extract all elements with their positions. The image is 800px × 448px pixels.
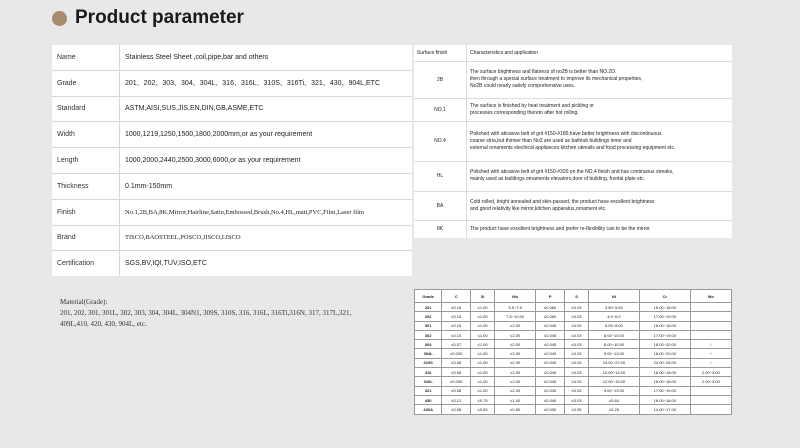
spec-row (52, 199, 412, 225)
grade-row (415, 368, 732, 377)
spec-row (52, 96, 412, 122)
grade-value-cell: ≤2.00 (495, 349, 536, 358)
grade-value-cell: ≤0.12 (442, 395, 471, 404)
grade-value-cell: ≤0.06 (442, 405, 471, 414)
grade-value-cell: ≤1.00 (471, 386, 495, 395)
grade-row (415, 312, 732, 321)
grade-value-cell: 16.00~18.00 (639, 303, 690, 312)
spec-value: 1000,2000,2440,2500,3000,6000,or as your requirement (120, 148, 413, 174)
grade-value-cell: ≤1.00 (471, 340, 495, 349)
grade-value-cell: ≤0.030 (442, 377, 471, 386)
surface-header-desc: Characteristics and application (470, 49, 539, 56)
grade-name-cell: 321 (415, 386, 442, 395)
spec-row (52, 45, 412, 70)
grade-value-cell: ≤0.03 (565, 349, 589, 358)
grade-value-cell: ≤0.08 (442, 368, 471, 377)
grade-name-cell: 310S (415, 358, 442, 367)
grade-value-cell (690, 405, 731, 414)
grade-value-cell (690, 386, 731, 395)
grade-value-cell: ≤0.030 (536, 405, 565, 414)
grade-row (415, 303, 732, 312)
grade-value-cell: 2.00~3.00 (690, 368, 731, 377)
grade-value-cell (690, 330, 731, 339)
grade-value-cell: ≤1.00 (471, 330, 495, 339)
grade-value-cell: 17.00~19.00 (639, 330, 690, 339)
grade-value-cell: ≤2.00 (495, 340, 536, 349)
grade-value-cell: ≤0.045 (536, 368, 565, 377)
spec-key: Grade (52, 70, 120, 96)
grade-value-cell: 17.00~19.00 (639, 386, 690, 395)
spec-key: Finish (52, 199, 120, 225)
spec-key: Width (52, 122, 120, 148)
surface-header-row (414, 45, 732, 61)
grade-value-cell: ≤0.045 (536, 340, 565, 349)
grade-value-cell: ≤2.00 (495, 368, 536, 377)
grade-value-cell: ≤0.040 (536, 395, 565, 404)
grade-header-cell: Cr (639, 290, 690, 303)
grade-header-cell: C (442, 290, 471, 303)
grade-header-cell: S (565, 290, 589, 303)
grade-value-cell: ≤0.03 (565, 395, 589, 404)
grade-value-cell: ≤0.03 (565, 340, 589, 349)
spec-row (52, 251, 412, 276)
grade-value-cell: 8.00~10.50 (588, 340, 639, 349)
grade-value-cell: 10.00~14.00 (588, 368, 639, 377)
grade-row (415, 349, 732, 358)
grade-row (415, 330, 732, 339)
surface-row (414, 61, 732, 98)
grade-value-cell: ≤1.00 (471, 312, 495, 321)
spec-value: TISCO,BAOSTEEL,POSCO,JISCO,LISCO (120, 225, 413, 251)
page-title: Product parameter (75, 7, 244, 28)
grade-header-cell: P (536, 290, 565, 303)
grade-value-cell: ≤1.00 (495, 395, 536, 404)
surface-desc: Cold rolled, bright annealed and skin-passed, the product have excellent brightness and good relativity like mirror,kitchen apparatus,ornament etc. (467, 191, 733, 220)
grade-value-cell: ≤0.030 (442, 349, 471, 358)
bullet-dot-icon (52, 11, 67, 26)
surface-row (414, 121, 732, 161)
grade-value-cell: 9.00~13.00 (588, 349, 639, 358)
grade-value-cell: ≤2.00 (495, 377, 536, 386)
surface-row (414, 161, 732, 191)
grade-name-cell: 201 (415, 303, 442, 312)
grade-value-cell: ≤0.15 (442, 321, 471, 330)
grade-value-cell: ≤0.25 (588, 405, 639, 414)
grade-row (415, 340, 732, 349)
grade-value-cell: 2.00~3.00 (690, 377, 731, 386)
grade-value-cell: ≤0.15 (442, 312, 471, 321)
grade-value-cell: ≤0.60 (588, 395, 639, 404)
grade-value-cell: 14.00~17.00 (639, 405, 690, 414)
grade-value-cell: ≤1.00 (471, 349, 495, 358)
grade-value-cell: 24.00~26.00 (639, 358, 690, 367)
grade-value-cell: ≤0.060 (536, 312, 565, 321)
spec-row (52, 225, 412, 251)
grade-name-cell: 304L (415, 349, 442, 358)
material-list: 201, 202, 301, 301L, 302, 303, 304, 304L, 304N1, 309S, 310S, 316, 316L, 316Ti,316N, 317, 317L,321, 409L,410, 420, 430, 904L, etc. (60, 309, 352, 328)
material-grade-text (60, 297, 380, 330)
grade-value-cell: ≤0.045 (536, 330, 565, 339)
spec-key: Standard (52, 96, 120, 122)
spec-value: No.1,2B,BA,8K,Mirror,Hairline,Satin,Embossed,Brush,No.4,HL,matt,PVC,Film,Laser film (120, 199, 413, 225)
grade-header-cell: Grade (415, 290, 442, 303)
surface-code: 8K (414, 220, 467, 238)
grade-row (415, 377, 732, 386)
grade-name-cell: 301 (415, 321, 442, 330)
surface-finish-table (414, 45, 732, 238)
grade-value-cell: ≤0.045 (536, 386, 565, 395)
grade-value-cell: 18.00~20.00 (639, 340, 690, 349)
grade-value-cell: 8.00~10.00 (588, 330, 639, 339)
grade-row (415, 405, 732, 414)
spec-value: ASTM,AISI,SUS,JIS,EN,DIN,GB,ASME,ETC (120, 96, 413, 122)
spec-value: 1000,1219,1250,1500,1800,2000mm,or as your requirement (120, 122, 413, 148)
spec-row (52, 173, 412, 199)
grade-value-cell: ≤0.045 (536, 321, 565, 330)
grade-name-cell: 304 (415, 340, 442, 349)
grade-header-row (415, 290, 732, 303)
grade-value-cell: 16.00~18.00 (639, 377, 690, 386)
grade-value-cell: ≤0.03 (565, 358, 589, 367)
surface-header-code: Surface finish (414, 45, 467, 61)
grade-value-cell: ≤2.00 (495, 321, 536, 330)
spec-key: Certification (52, 251, 120, 276)
grade-name-cell: 302 (415, 330, 442, 339)
grade-header-cell: Ni (588, 290, 639, 303)
grade-value-cell: 19.00~22.00 (588, 358, 639, 367)
grade-value-cell: 6.00~8.00 (588, 321, 639, 330)
surface-desc: The surface is finished by heat treatment and pickling or processes corresponding thereto after hot rolling. (467, 98, 733, 121)
grade-value-cell: 16.00~18.00 (639, 321, 690, 330)
grade-value-cell: ≤0.03 (565, 312, 589, 321)
grade-value-cell: 16.00~18.00 (639, 395, 690, 404)
surface-desc: The surface brightness and flatness of no2B is better than NO.2D. then through a special surface treatment to improve its mechanical properties, No2B could nearly satisfy comprehensive uses. (467, 61, 733, 98)
grade-value-cell: ≤1.00 (471, 358, 495, 367)
grade-value-cell: ≤0.05 (565, 405, 589, 414)
grade-name-cell: 316L (415, 377, 442, 386)
surface-row (414, 220, 732, 238)
surface-code: NO.1 (414, 98, 467, 121)
grade-value-cell (690, 395, 731, 404)
surface-desc: Polished with abrasive belt of grit #150-#320 on the NO.4 finish and has continuous streaks, mainly used as buildings ornaments elevators,door of building, frontal plate etc. (467, 161, 733, 191)
page-header (52, 7, 244, 29)
surface-row (414, 191, 732, 220)
grade-value-cell: ≤0.03 (565, 368, 589, 377)
grade-name-cell: 202 (415, 312, 442, 321)
spec-value: 0.1mm-150mm (120, 173, 413, 199)
spec-key: Length (52, 148, 120, 174)
grade-value-cell: ≤0.07 (442, 340, 471, 349)
grade-value-cell: ≤1.00 (471, 321, 495, 330)
grade-header-cell: Mo (690, 290, 731, 303)
grade-value-cell: ≤0.03 (565, 377, 589, 386)
grade-header-cell: Mn (495, 290, 536, 303)
grade-value-cell: ≤0.045 (536, 349, 565, 358)
grade-value-cell: 16.00~18.00 (639, 368, 690, 377)
grade-value-cell: / (690, 349, 731, 358)
grade-value-cell: ≤0.03 (565, 303, 589, 312)
grade-row (415, 386, 732, 395)
grade-value-cell: ≤0.50 (471, 405, 495, 414)
spec-key: Brand (52, 225, 120, 251)
grade-value-cell: ≤0.50 (495, 405, 536, 414)
grade-value-cell (690, 321, 731, 330)
grade-value-cell: ≤0.08 (442, 386, 471, 395)
spec-value: Stainless Steel Sheet ,coil,pipe,bar and others (125, 53, 269, 61)
spec-key: Name (52, 45, 120, 70)
spec-value: 201、202、303、304、304L、316、316L、310S、316Ti、321、430、904L,ETC (120, 70, 413, 96)
grade-value-cell: 7.5~10.00 (495, 312, 536, 321)
grade-value-cell: ≤0.03 (565, 321, 589, 330)
surface-code: NO.4 (414, 121, 467, 161)
grade-value-cell: 4.0~6.0 (588, 312, 639, 321)
spec-row (52, 148, 412, 174)
grade-row (415, 321, 732, 330)
grade-value-cell: ≤0.75 (471, 395, 495, 404)
grade-value-cell: ≤0.045 (536, 358, 565, 367)
grade-value-cell: 18.00~20.00 (639, 349, 690, 358)
grade-value-cell: 3.50~5.50 (588, 303, 639, 312)
grade-value-cell: ≤0.045 (536, 377, 565, 386)
grade-value-cell: ≤0.060 (536, 303, 565, 312)
grade-name-cell: 316 (415, 368, 442, 377)
grade-row (415, 358, 732, 367)
grade-value-cell: ≤1.00 (471, 377, 495, 386)
grade-header-cell: Si (471, 290, 495, 303)
surface-code: HL (414, 161, 467, 191)
surface-code: BA (414, 191, 467, 220)
surface-code: 2B (414, 61, 467, 98)
grade-value-cell: ≤1.00 (471, 303, 495, 312)
surface-row (414, 98, 732, 121)
grade-value-cell: 5.5~7.5 (495, 303, 536, 312)
chemical-composition-table (414, 289, 732, 415)
grade-value-cell (690, 312, 731, 321)
grade-value-cell: ≤2.00 (495, 330, 536, 339)
grade-value-cell: / (690, 340, 731, 349)
grade-value-cell: ≤0.08 (442, 358, 471, 367)
grade-row (415, 395, 732, 404)
grade-value-cell: ≤0.03 (565, 330, 589, 339)
grade-value-cell: ≤0.15 (442, 330, 471, 339)
grade-value-cell: 17.00~19.00 (639, 312, 690, 321)
surface-desc: Polished with abrasive belt of grit #150-#180,have better brightness with discontinuous coarse stria,but thinner than No3 are used as bathtub buildings inner and external ornaments electrical appliances kitchen utensils and food processing equipment etc. (467, 121, 733, 161)
grade-value-cell: ≤2.00 (495, 358, 536, 367)
spec-key: Thickness (52, 173, 120, 199)
spec-row (52, 70, 412, 96)
grade-name-cell: 430 (415, 395, 442, 404)
grade-value-cell: ≤0.15 (442, 303, 471, 312)
grade-value-cell: ≤0.03 (565, 386, 589, 395)
grade-value-cell: 9.00~13.00 (588, 386, 639, 395)
grade-value-cell: ≤2.00 (495, 386, 536, 395)
grade-value-cell (690, 303, 731, 312)
spec-row (52, 122, 412, 148)
spec-value: SGS,BV,IQI,TUV,ISO,ETC (120, 251, 413, 276)
grade-name-cell: 430A (415, 405, 442, 414)
grade-value-cell: 12.00~15.00 (588, 377, 639, 386)
surface-desc: The product have excellent brightness and prefer re-flexibility can to be the mirror. (467, 220, 733, 238)
spec-table (52, 45, 412, 276)
grade-value-cell: ≤1.00 (471, 368, 495, 377)
material-label: Material(Grade): (60, 298, 108, 306)
grade-value-cell: / (690, 358, 731, 367)
